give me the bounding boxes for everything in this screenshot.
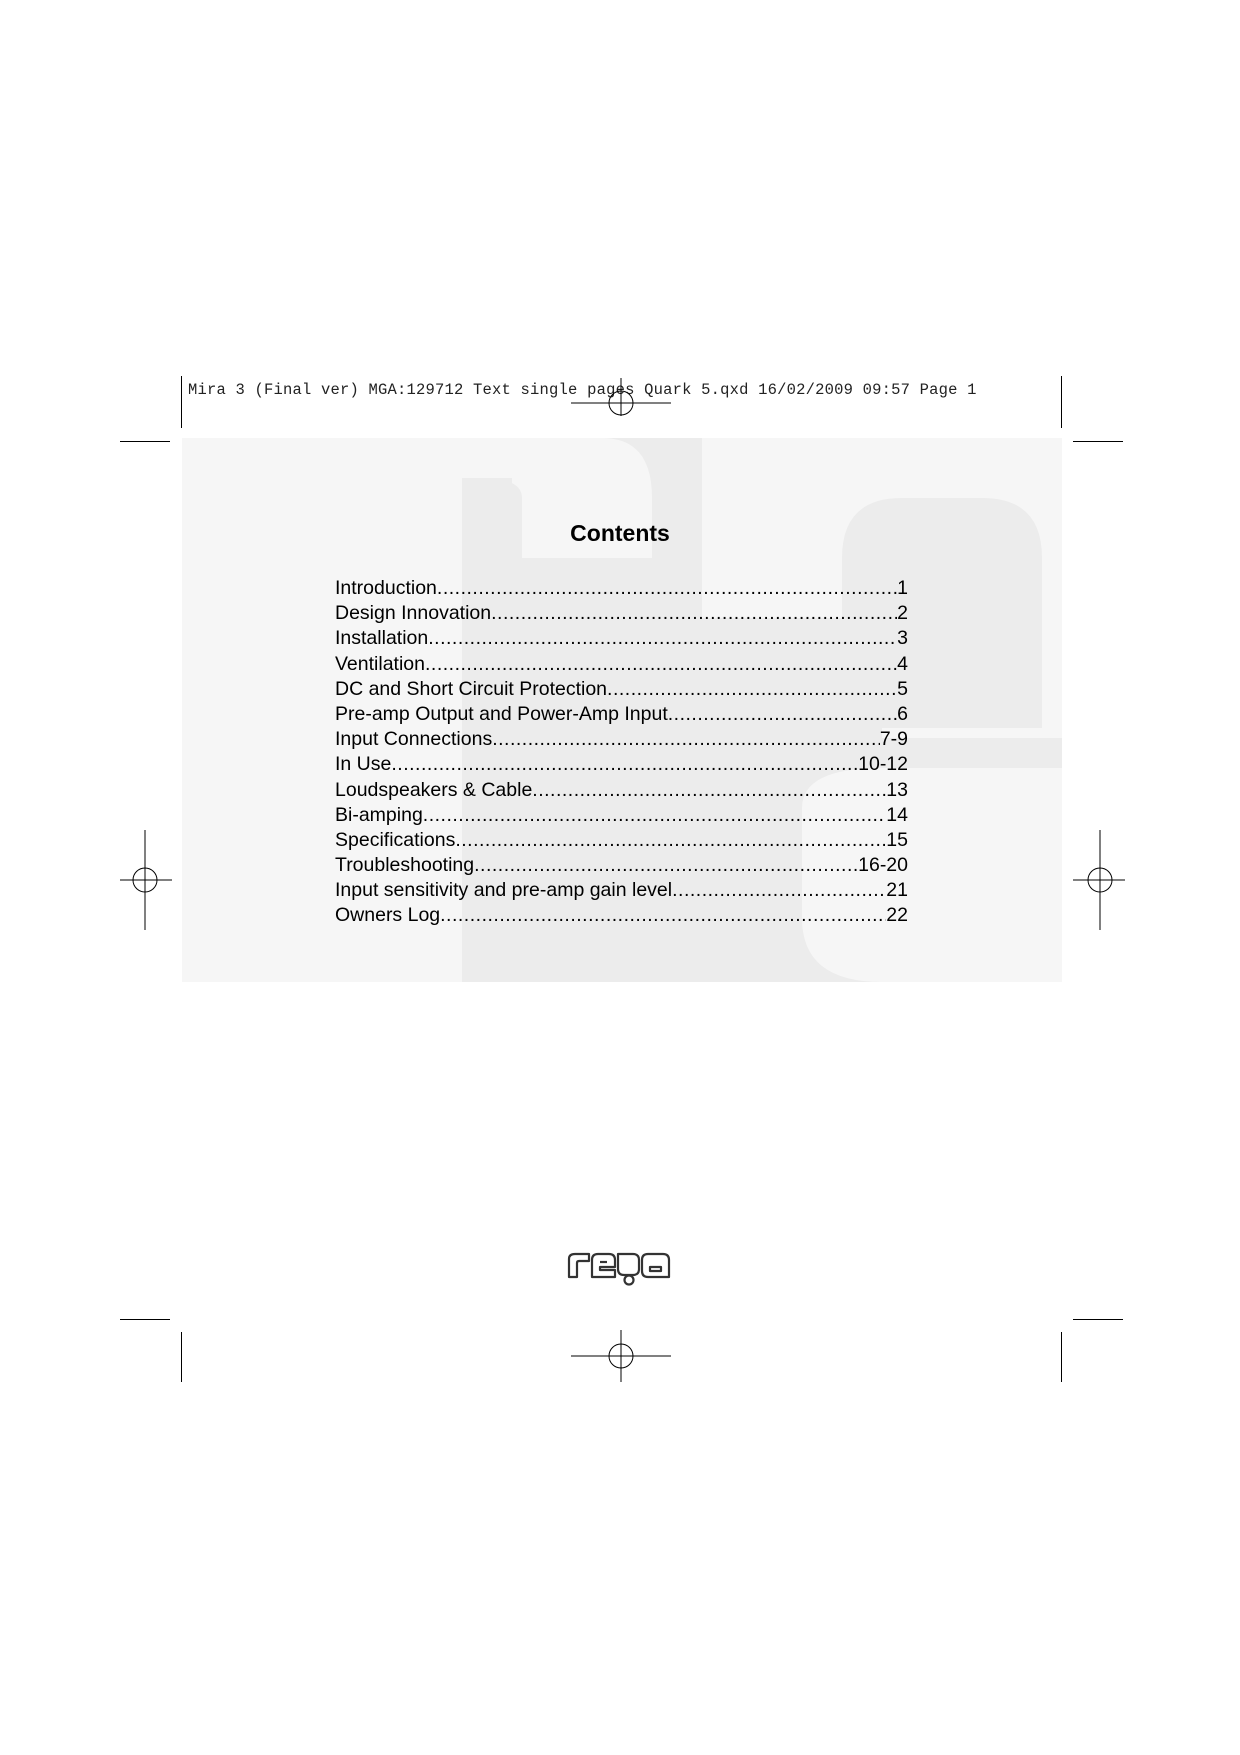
toc-entry-label: Specifications <box>335 828 456 851</box>
toc-entry-label: Ventilation <box>335 652 425 675</box>
toc-leader-dots <box>428 626 897 651</box>
toc-entry <box>335 576 908 601</box>
toc-entry <box>335 752 908 777</box>
toc-entry-label: Loudspeakers & Cable <box>335 778 533 801</box>
toc-entry-page: 22 <box>886 904 908 927</box>
slug-line: Mira 3 (Final ver) MGA:129712 Text single pages Quark 5.qxd 16/02/2009 09:57 Page 1 <box>188 381 977 399</box>
toc-leader-dots <box>455 828 886 853</box>
toc-entry-page: 5 <box>897 677 908 700</box>
registration-mark-icon <box>120 830 172 932</box>
toc-entry <box>335 626 908 651</box>
toc-entry-page: 1 <box>897 577 908 599</box>
toc-entry-label: Installation <box>335 627 429 650</box>
toc-entry-label: Input Connections <box>335 728 493 751</box>
table-of-contents <box>335 576 908 929</box>
toc-entry-label: DC and Short Circuit Protection <box>335 677 608 700</box>
toc-entry-page: 6 <box>897 702 908 725</box>
toc-entry-label: Pre-amp Output and Power-Amp Input <box>335 702 668 725</box>
toc-leader-dots <box>440 903 886 928</box>
toc-entry-page: 4 <box>897 652 908 675</box>
toc-entry-page: 2 <box>897 602 908 625</box>
toc-leader-dots <box>532 778 886 803</box>
rega-logo-icon <box>567 1250 677 1286</box>
toc-entry-page: 10-12 <box>858 753 908 776</box>
toc-entry <box>335 903 908 928</box>
toc-entry <box>335 601 908 626</box>
toc-leader-dots <box>423 803 887 828</box>
toc-entry-page: 13 <box>886 778 908 801</box>
toc-leader-dots <box>391 752 858 777</box>
toc-entry <box>335 727 908 752</box>
toc-entry-label: Introduction <box>335 577 437 599</box>
toc-leader-dots <box>425 652 897 677</box>
toc-entry-label: Bi-amping <box>335 803 423 826</box>
toc-entry-label: Input sensitivity and pre-amp gain level <box>335 879 673 902</box>
toc-entry-page: 3 <box>897 627 908 650</box>
toc-leader-dots <box>668 702 897 727</box>
toc-entry <box>335 878 908 903</box>
page-title: Contents <box>570 520 670 546</box>
toc-entry-label: Troubleshooting <box>335 854 475 877</box>
toc-leader-dots <box>672 878 886 903</box>
toc-entry <box>335 778 908 803</box>
toc-entry <box>335 828 908 853</box>
crop-mark <box>120 441 170 442</box>
toc-entry <box>335 702 908 727</box>
toc-entry-page: 15 <box>886 828 908 851</box>
toc-leader-dots <box>474 853 858 878</box>
toc-entry-label: In Use <box>335 753 392 776</box>
crop-mark <box>181 1332 182 1382</box>
registration-mark-icon <box>570 1330 672 1382</box>
crop-mark <box>181 376 182 428</box>
toc-entry-page: 16-20 <box>858 854 908 877</box>
toc-leader-dots <box>437 576 897 601</box>
crop-mark <box>120 1319 170 1320</box>
toc-entry <box>335 803 908 828</box>
toc-leader-dots <box>492 727 880 752</box>
crop-mark <box>1061 376 1062 428</box>
registration-mark-icon <box>1073 830 1125 932</box>
crop-mark <box>1073 1319 1123 1320</box>
toc-leader-dots <box>491 601 897 626</box>
toc-entry-label: Design Innovation <box>335 602 492 625</box>
crop-mark <box>1073 441 1123 442</box>
toc-entry <box>335 652 908 677</box>
toc-entry <box>335 677 908 702</box>
toc-entry-page: 7-9 <box>879 728 908 751</box>
toc-entry-page: 21 <box>886 879 908 902</box>
toc-entry <box>335 853 908 878</box>
toc-entry-label: Owners Log <box>335 904 441 927</box>
toc-leader-dots <box>607 677 897 702</box>
registration-mark-icon <box>570 376 672 416</box>
crop-mark <box>1061 1332 1062 1382</box>
toc-entry-page: 14 <box>886 803 908 826</box>
